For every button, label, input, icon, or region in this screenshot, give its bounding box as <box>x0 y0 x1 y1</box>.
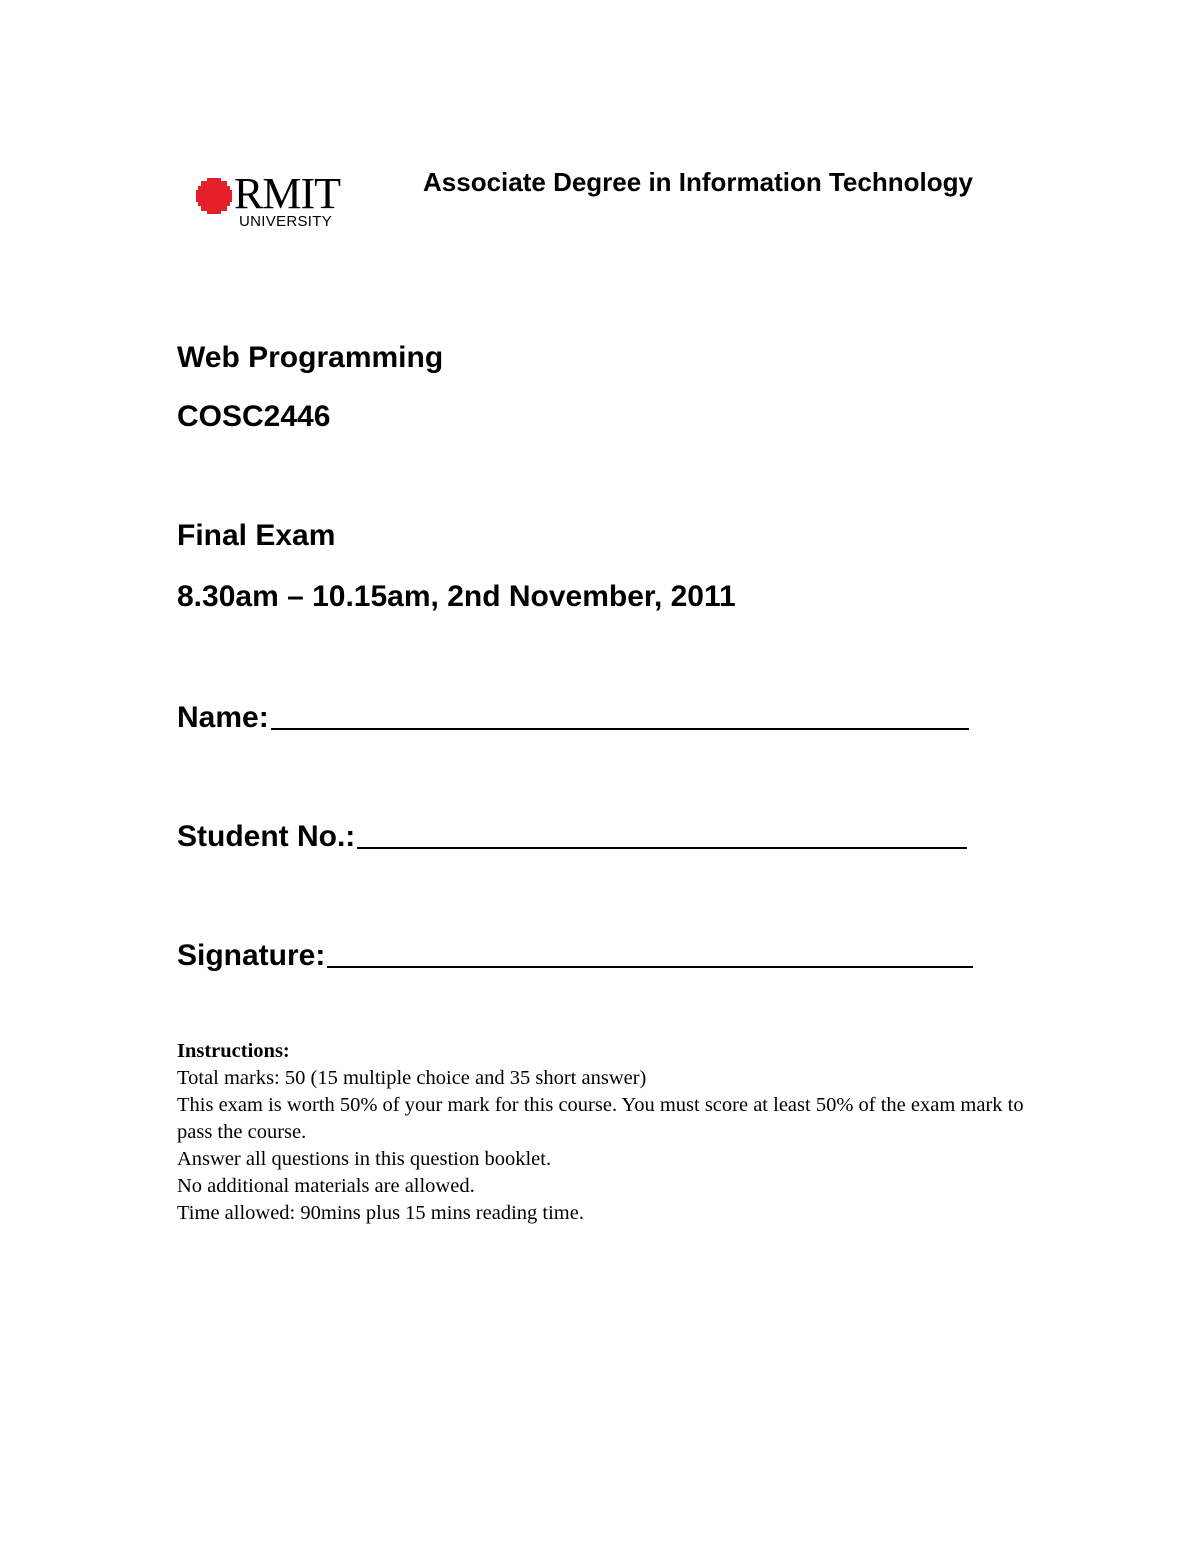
instructions-heading: Instructions: <box>177 1040 290 1062</box>
course-code: COSC2446 <box>177 400 331 433</box>
instructions-block <box>177 1038 1037 1227</box>
rmit-pixel-mark-icon <box>196 178 232 214</box>
signature-label: Signature: <box>177 939 326 972</box>
rmit-logo <box>196 169 346 236</box>
signature-blank-line <box>327 966 973 968</box>
exam-type: Final Exam <box>177 519 336 552</box>
instruction-line: Total marks: 50 (15 multiple choice and 35 short answer) <box>177 1067 647 1089</box>
student-number-label: Student No.: <box>177 820 356 853</box>
name-blank-line <box>271 728 969 730</box>
instruction-line: No additional materials are allowed. <box>177 1175 475 1197</box>
exam-time: 8.30am – 10.15am, 2nd November, 2011 <box>177 580 736 613</box>
name-field <box>177 696 969 736</box>
student-number-blank-line <box>357 847 967 849</box>
instruction-line: Time allowed: 90mins plus 15 mins reading time. <box>177 1202 584 1224</box>
logo-subtitle: UNIVERSITY <box>239 213 333 230</box>
instruction-line: Answer all questions in this question booklet. <box>177 1148 552 1170</box>
program-title: Associate Degree in Information Technology <box>423 167 973 197</box>
logo-wordmark: RMIT <box>234 169 340 218</box>
course-title: Web Programming <box>177 341 444 374</box>
signature-field <box>177 934 973 974</box>
instruction-line: This exam is worth 50% of your mark for this course. You must score at least 50% of the exam mark to pass the course. <box>177 1094 1024 1143</box>
student-number-field <box>177 815 967 855</box>
name-label: Name: <box>177 701 269 734</box>
